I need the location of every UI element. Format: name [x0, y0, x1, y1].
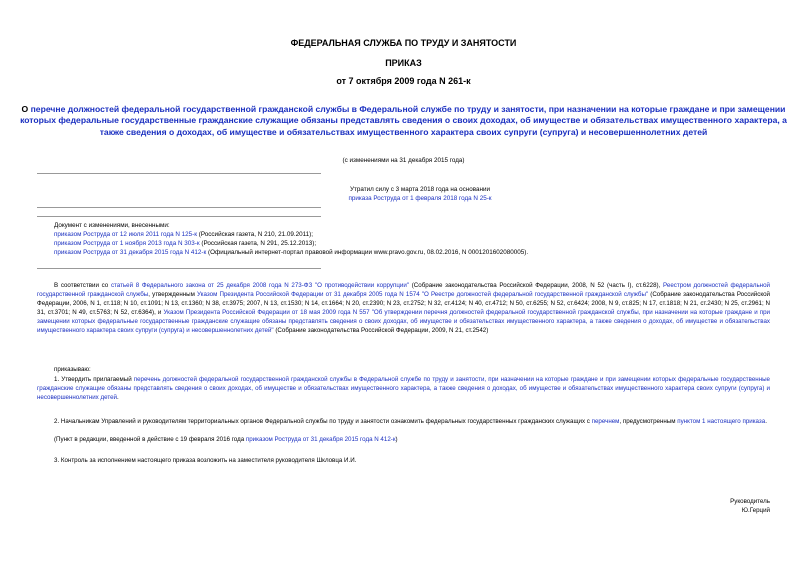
signature-block [730, 498, 770, 516]
item-1-list-link[interactable]: перечень должностей федеральной государственной гражданской службы в Федеральной службе по труду и занятости, при назначении на которые граждане и при замещении которых федеральные государственные гражданские служащие обязаны представлять сведения о своих доходах, об имуществе и обязательствах имущественного характера, а также сведения о доходах, об имуществе и обязательствах имущественного характера своих супруги (супруга) и несовершеннолетних детей [37, 376, 771, 401]
order-word: приказываю: [54, 366, 91, 373]
void-notice-text: Утратил силу с 3 марта 2018 года на основании [349, 186, 491, 193]
divider [37, 268, 321, 269]
order-item-1 [37, 376, 770, 403]
item-2-note-link[interactable]: приказом Роструда от 31 декабря 2015 года N 412-к [245, 436, 396, 443]
preamble-text: (Собрание законодательства Российской Федерации, 2009, N 21, ст.2542) [273, 326, 489, 334]
doc-type: ПРИКАЗ [385, 58, 422, 68]
void-notice-link[interactable]: приказа Роструда от 1 февраля 2018 года N 25-к [348, 194, 492, 202]
item-2-point-link[interactable]: пунктом 1 настоящего приказа [677, 418, 766, 425]
doc-title [20, 104, 787, 138]
preamble-text: , утвержденным [148, 290, 198, 298]
item-text: . [765, 418, 767, 425]
title-link[interactable]: перечне должностей федеральной государственной гражданской службы в Федеральной службе по труду и занятости, при назначении на которые граждане и при замещении которых федеральные государственные гражданские служащие обязаны представлять сведения о своих доходах, об имуществе и обязательствах имущественного характера, а также сведения о доходах, об имуществе и обязательствах имущественного характера своих супруги (супруга) и несовершеннолетних детей [20, 104, 787, 137]
divider [37, 173, 321, 174]
order-item-3: 3. Контроль за исполнением настоящего приказа возложить на заместителя руководителя Шкловца И.И. [54, 457, 357, 464]
item-text: , предусмотренным [619, 418, 678, 425]
amendment-item [54, 240, 774, 249]
preamble-text: (Собрание законодательства Российской Федерации, 2008, N 52 (часть I), ст.6228), [409, 282, 664, 289]
divider [37, 216, 321, 217]
preamble-registry-link[interactable]: Реестром должностей федеральной государственной гражданской службы [37, 282, 770, 298]
signature-name: Ю.Герций [741, 506, 770, 514]
order-item-2 [37, 418, 770, 427]
item-2-note [54, 436, 398, 445]
revision-note: (с изменениями на 31 декабря 2015 года) [342, 157, 465, 164]
title-prefix: О [21, 104, 31, 114]
item-text: 1. Утвердить прилагаемый [54, 376, 134, 383]
amendments-block [54, 222, 774, 258]
signature-role: Руководитель [730, 498, 770, 505]
agency-name: ФЕДЕРАЛЬНАЯ СЛУЖБА ПО ТРУДУ И ЗАНЯТОСТИ [290, 38, 517, 48]
amendment-source: (Официальный интернет-портал правовой информации www.pravo.gov.ru, 08.02.2016, N 0001201602080005). [206, 248, 529, 256]
note-text: ) [395, 436, 398, 443]
preamble-decree-link[interactable]: Указом Президента Российской Федерации от 31 декабря 2005 года N 1574 "О Реестре должностей федеральной государственной гражданской службы" [197, 290, 649, 298]
amendment-source: (Российская газета, N 291, 25.12.2013); [199, 239, 317, 247]
preamble-text: (Собрание законодательства Российской Федерации, 2006, N 1, ст.118; N 10, ст.1091; N 13, ст.1360; N 38, ст.3975; 2007, N 13, ст.1530; N 14, ст.1664; N 20, ст.2390; N 23, ст.2752; N 32, ст.4124; N 40, ст.4712; N 50, ст.6255; N 52, ст.6424; 2008, N 9, ст.825; N 17, ст.1818; N 21, ст.2430; N 25, ст.2961; N 31, ст.3701; N 49, ст.5763; N 52, ст.6364), и [37, 290, 770, 316]
item-2-list-link[interactable]: перечнем [591, 418, 620, 425]
divider [37, 207, 321, 208]
preamble-decree-557-link[interactable]: Указом Президента Российской Федерации от 18 мая 2009 года N 557 "Об утверждении перечня должностей федеральной государственной гражданской службы, при назначении на которые граждане и при замещении которых федеральные государственные гражданские служащие обязаны представлять сведения о своих доходах, об имуществе и обязательствах имущественного характера, а также сведения о доходах, об имуществе и обязательствах имущественного характера своих супруги (супруга) и несовершеннолетних детей" [37, 308, 770, 334]
amendment-item [54, 231, 774, 240]
item-text: 2. Начальникам Управлений и руководителям территориальных органов Федеральной службы по труду и занятости ознакомить федеральных государственных гражданских служащих с [54, 418, 592, 425]
amendments-heading: Документ с изменениями, внесенными: [54, 222, 170, 229]
preamble [37, 282, 770, 335]
amendment-item [54, 249, 774, 258]
amendment-link[interactable]: приказом Роструда от 1 ноября 2013 года N 303-к [54, 239, 200, 247]
amendment-link[interactable]: приказом Роструда от 31 декабря 2015 года N 412-к [54, 248, 207, 256]
amendment-source: (Российская газета, N 210, 21.09.2011); [196, 230, 313, 238]
doc-date-number: от 7 октября 2009 года N 261-к [336, 76, 471, 86]
amendment-link[interactable]: приказом Роструда от 12 июля 2011 года N 125-к [54, 230, 197, 238]
preamble-text: В соответствии со [54, 282, 111, 289]
note-text: (Пункт в редакции, введенной в действие с 19 февраля 2016 года [54, 436, 246, 443]
preamble-law-link[interactable]: статьей 8 Федерального закона от 25 декабря 2008 года N 273-ФЗ "О противодействии коррупции" [110, 282, 410, 289]
item-text: . [116, 393, 119, 401]
void-notice [320, 186, 520, 204]
